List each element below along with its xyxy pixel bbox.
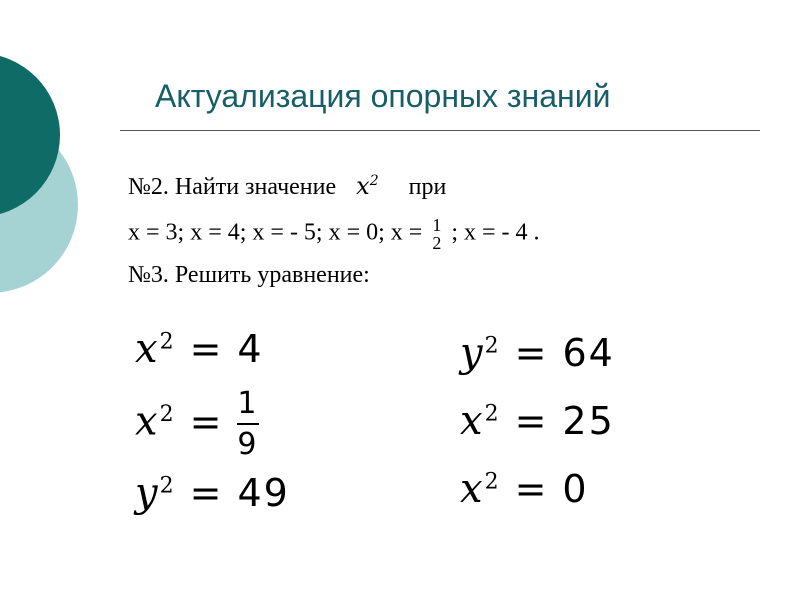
equation-2	[460, 330, 615, 376]
expr-base: x	[356, 172, 370, 200]
eq-rhs: 25	[562, 399, 615, 443]
values-prefix: x = 3; x = 4; x = - 5; x = 0; x =	[128, 219, 423, 246]
eq-var: y	[135, 470, 160, 516]
eq-exp: 2	[159, 329, 176, 355]
equation-1	[135, 326, 264, 372]
expr-exp: 2	[369, 173, 379, 189]
title-divider	[120, 130, 760, 131]
eq-exp: 2	[159, 401, 176, 427]
equation-3	[135, 386, 259, 462]
task-2-label: №2. Найти значение	[128, 174, 337, 200]
frac-num: 1	[432, 215, 442, 235]
eq-rhs-fraction	[237, 386, 258, 462]
task-2-values-line	[128, 216, 540, 252]
eq-var: x	[135, 326, 160, 372]
frac-bar	[237, 423, 258, 425]
eq-var: x	[460, 466, 485, 512]
task-2-line	[128, 172, 446, 201]
task-2-after: при	[408, 174, 447, 200]
eq-exp: 2	[484, 469, 501, 495]
eq-op: =	[514, 331, 549, 375]
eq-op: =	[514, 467, 549, 511]
task-3-label: №3. Решить уравнение:	[128, 262, 370, 288]
eq-exp: 2	[159, 473, 176, 499]
equation-5	[135, 470, 290, 516]
eq-var: y	[460, 330, 485, 376]
eq-rhs: 64	[562, 331, 615, 375]
slide-title: Актуализация опорных знаний	[155, 78, 611, 114]
half-fraction	[432, 216, 441, 252]
eq-rhs: 4	[237, 327, 264, 371]
task-2-expression	[356, 172, 378, 200]
equation-6	[460, 466, 589, 512]
eq-exp: 2	[484, 333, 501, 359]
decorative-circles	[0, 0, 120, 330]
frac-den: 9	[237, 427, 259, 462]
eq-var: x	[135, 398, 160, 445]
eq-op: =	[189, 327, 224, 371]
frac-den: 2	[432, 233, 442, 253]
eq-var: x	[460, 398, 485, 444]
values-suffix: ; x = - 4 .	[451, 219, 540, 246]
eq-rhs: 0	[562, 467, 589, 511]
eq-rhs: 49	[237, 471, 290, 515]
equation-4	[460, 398, 615, 444]
eq-exp: 2	[484, 401, 501, 427]
eq-op: =	[514, 399, 549, 443]
frac-num: 1	[237, 386, 259, 421]
eq-op: =	[189, 399, 224, 444]
eq-op: =	[189, 471, 224, 515]
